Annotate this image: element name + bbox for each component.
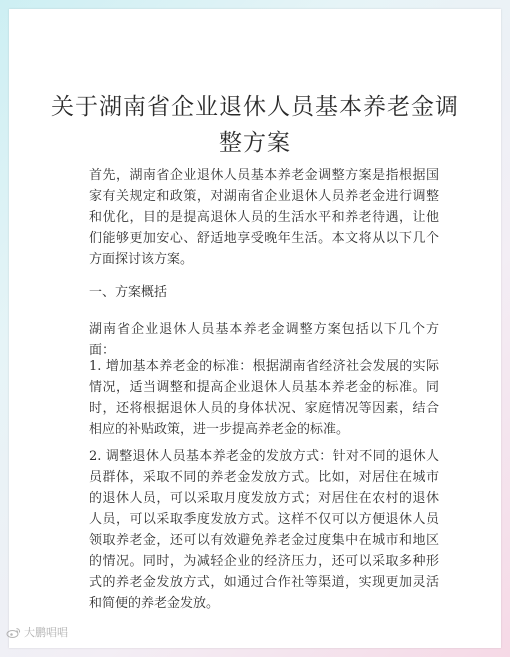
item-2-paragraph: 2. 调整退休人员基本养老金的发放方式：针对不同的退休人员群体，采取不同的养老金发放方式。比如，对居住在城市的退休人员，可以采取月度发放方式；对居住在农村的退休人员，可以采取季度发放方式。这样不仅可以方便退休人员领取养老金，还可以有效避免养老金过度集中在城市和地区的情况。同时，为减轻企业的经济压力，还可以采取多种形式的养老金发放方式，如通过合作社等渠道，实现更加灵活和简便的养老金发放。 — [89, 449, 439, 611]
watermark — [6, 624, 68, 640]
watermark-text: 大鹏唱唱 — [24, 626, 68, 639]
document-title: 关于湖南省企业退休人员基本养老金调整方案 — [51, 94, 459, 156]
intro-paragraph: 首先，湖南省企业退休人员基本养老金调整方案是指根据国家有关规定和政策，对湖南省企业退休人员养老金进行调整和优化，目的是提高退休人员的生活水平和养老待遇，让他们能够更加安心、舒适地享受晚年生活。本文将从以下几个方面探讨该方案。 — [89, 168, 439, 267]
section-heading: 一、方案概括 — [89, 285, 168, 300]
weibo-icon — [6, 627, 21, 638]
document-page — [9, 9, 501, 648]
item-1-paragraph: 1. 增加基本养老金的标准：根据湖南省经济社会发展的实际情况，适当调整和提高企业退休人员基本养老金的标准。同时，还将根据退休人员的身体状况、家庭情况等因素，结合相应的补贴政策，进一步提高养老金的标准。 — [89, 359, 439, 437]
overview-paragraph: 湖南省企业退休人员基本养老金调整方案包括以下几个方面： — [89, 322, 439, 358]
